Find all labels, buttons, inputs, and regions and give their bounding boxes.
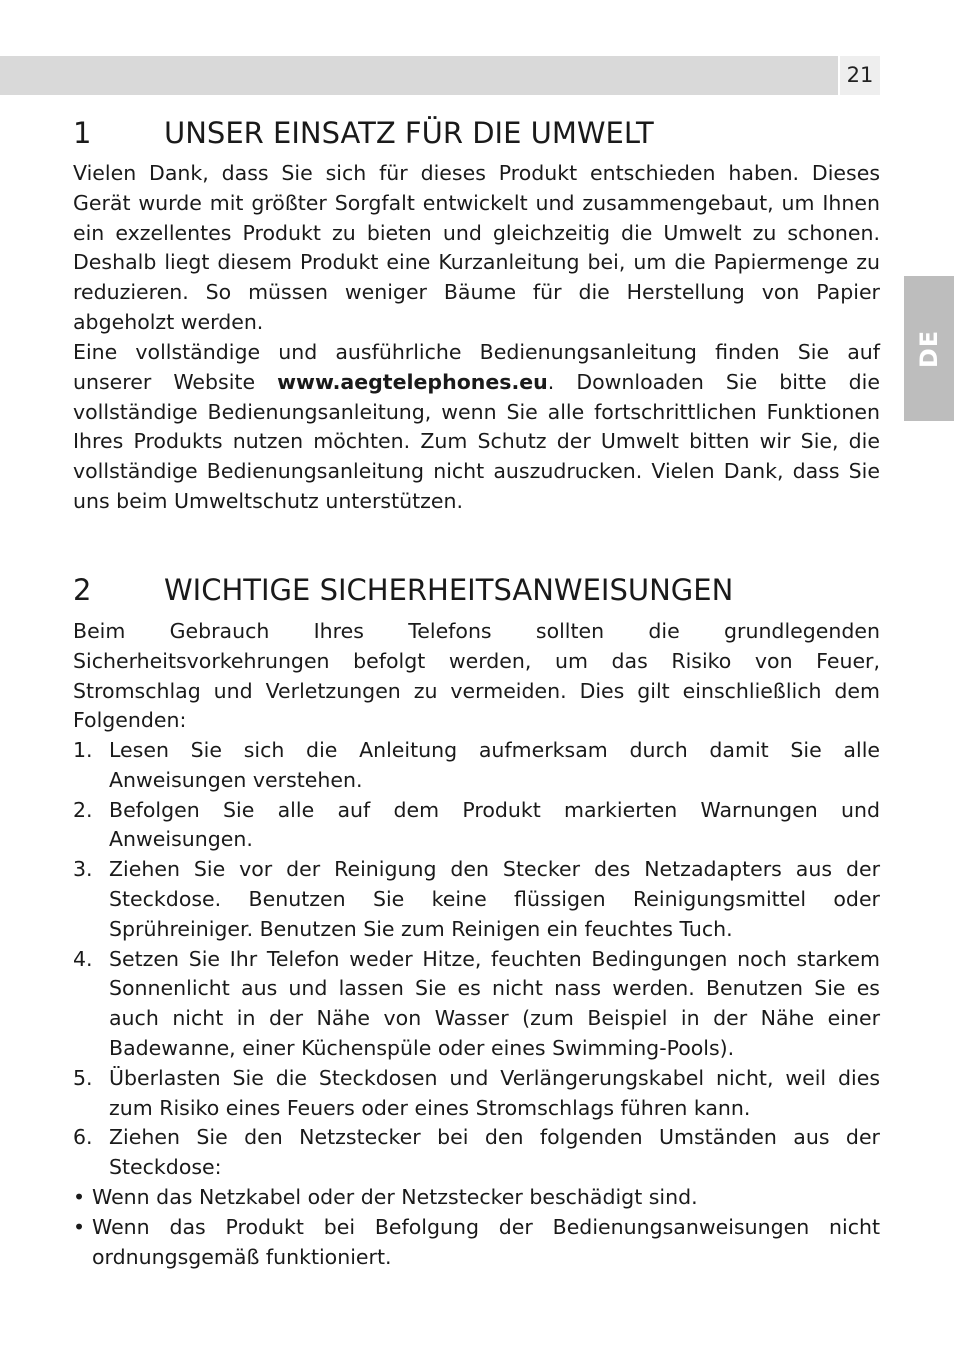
list-item-text: Lesen Sie sich die Anleitung aufmerksam durch damit Sie alle Anweisungen verstehen. — [109, 738, 880, 792]
bullet-item — [73, 1213, 880, 1273]
list-item-marker: 3. — [73, 857, 93, 882]
section-1-paragraph-1: Vielen Dank, dass Sie sich für dieses Produkt entschieden haben. Dieses Gerät wurde mit größter Sorgfalt entwickelt und zusammengebaut, um Ihnen ein exzellentes Produkt zu bieten und gleichzeitig die Umwelt zu schonen. Deshalb liegt diesem Produkt eine Kurzanleitung bei, um die Papiermenge zu reduzieren. So müssen weniger Bäume für die Herstellung von Papier abgeholzt werden. — [73, 161, 880, 334]
list-item-text: Ziehen Sie vor der Reinigung den Stecker des Netzadapters aus der Steckdose. Benutzen Sie keine flüssigen Reinigungsmittel oder Sprühreiniger. Benutzen Sie zum Reinigen ein feuchtes Tuch. — [109, 857, 880, 941]
section-2-heading — [73, 573, 880, 607]
section-2-title: WICHTIGE SICHERHEITSANWEISUNGEN — [164, 573, 734, 607]
list-item-marker: 4. — [73, 946, 93, 971]
website-link[interactable]: www.aegtelephones.eu — [277, 369, 548, 394]
list-item-marker: 6. — [73, 1125, 93, 1150]
section-1-paragraph-2 — [73, 338, 880, 517]
list-item — [73, 736, 880, 796]
list-item-text: Setzen Sie Ihr Telefon weder Hitze, feuchten Bedingungen noch starkem Sonnenlicht aus und lassen Sie es nicht nass werden. Benutzen Sie es auch nicht in der Nähe von Wasser (zum Beispiel in der Nähe einer Badewanne, einer Küchenspüle oder eines Swimming-Pools). — [109, 946, 880, 1060]
safety-instructions-list — [73, 736, 880, 1183]
section-2-intro: Beim Gebrauch Ihres Telefons sollten die grundlegenden Sicherheitsvorkehrungen befolgt werden, um das Risiko von Feuer, Stromschlag und Verletzungen zu vermeiden. Dies gilt einschließlich dem Folgenden: — [73, 619, 880, 733]
section-1-title: UNSER EINSATZ FÜR DIE UMWELT — [164, 116, 654, 150]
section-2-number: 2 — [73, 573, 92, 607]
bullet-item-text: Wenn das Netzkabel oder der Netzstecker beschädigt sind. — [92, 1185, 698, 1209]
list-item-marker: 5. — [73, 1065, 93, 1090]
list-item-text: Befolgen Sie alle auf dem Produkt markierten Warnungen und Anweisungen. — [109, 797, 880, 852]
unplug-conditions-list — [73, 1183, 880, 1272]
list-item-text: Überlasten Sie die Steckdosen und Verlängerungskabel nicht, weil dies zum Risiko eines Feuers oder eines Stromschlags führen kann. — [109, 1065, 880, 1120]
list-item-text: Ziehen Sie den Netzstecker bei den folgenden Umständen aus der Steckdose: — [109, 1125, 880, 1180]
paragraph-2-text-before: Eine vollständige und ausführliche Bedienungsanleitung finden Sie auf unserer Website — [73, 340, 880, 394]
list-item — [73, 945, 880, 1064]
list-item — [73, 1064, 880, 1124]
list-item — [73, 1123, 880, 1183]
section-1-number: 1 — [73, 116, 92, 150]
bullet-marker: • — [73, 1185, 86, 1209]
list-item — [73, 796, 880, 856]
bullet-item — [73, 1183, 880, 1213]
language-tab — [904, 276, 954, 421]
page-number: 21 — [840, 56, 880, 95]
bullet-item-text: Wenn das Produkt bei Befolgung der Bedienungsanweisungen nicht ordnungsgemäß funktioniert. — [92, 1214, 880, 1269]
paragraph-2-text-after: . Downloaden Sie bitte die vollständige Bedienungsanleitung, wenn Sie alle fortschrittlichen Funktionen Ihres Produkts nutzen möchten. Zum Schutz der Umwelt bitten wir Sie, die vollständige Bedienungsanleitung nicht auszudrucken. Vielen Dank, dass Sie uns beim Umweltschutz unterstützen. — [73, 369, 880, 513]
bullet-marker: • — [73, 1214, 86, 1239]
language-tab-label: DE — [915, 329, 943, 368]
list-item — [73, 855, 880, 944]
list-item-marker: 1. — [73, 738, 93, 762]
section-1-heading — [73, 116, 880, 150]
list-item-marker: 2. — [73, 797, 93, 822]
header-bar — [0, 56, 838, 95]
